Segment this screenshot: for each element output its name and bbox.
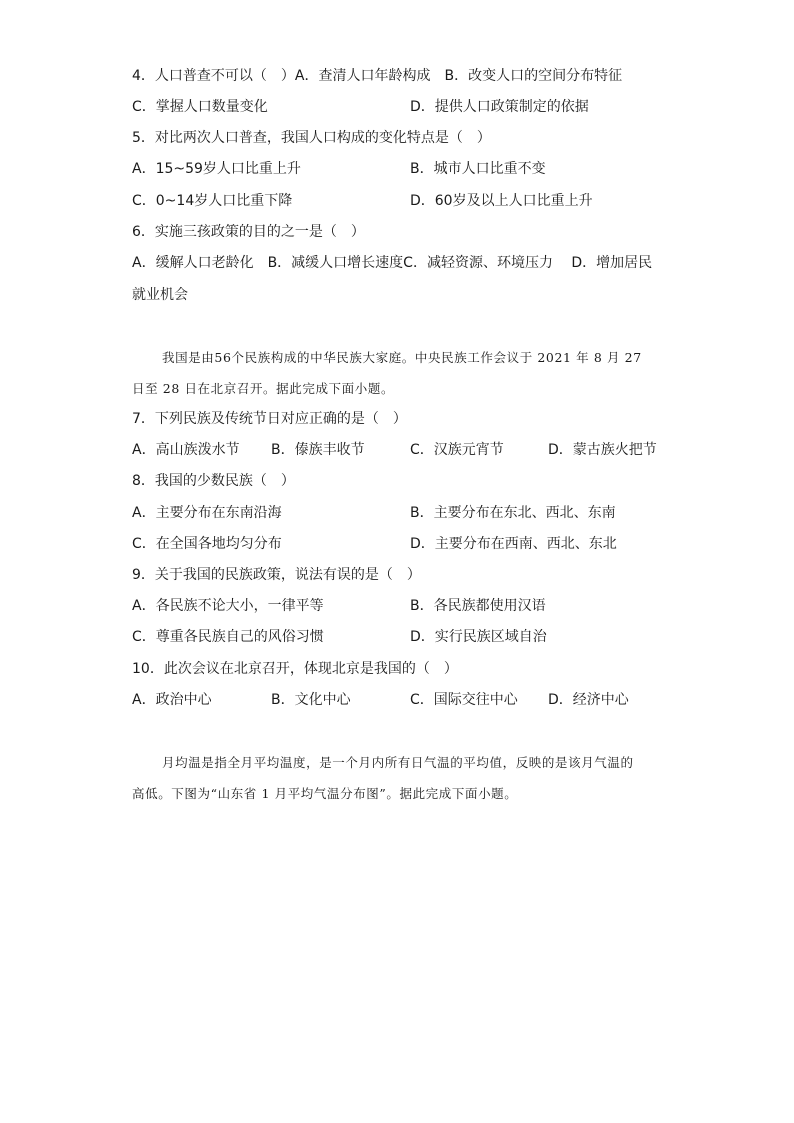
passage-1-line-1: 我国是由56个民族构成的中华民族大家庭。中央民族工作会议于 2021 年 8 月 27 (162, 350, 642, 365)
question-8-option-c: C．在全国各地均匀分布 (132, 536, 282, 552)
question-5-option-a: A．15~59岁人口比重上升 (132, 161, 301, 177)
question-7-stem: 7．下列民族及传统节日对应正确的是（ ） (132, 411, 407, 427)
question-9-option-b: B．各民族都使用汉语 (410, 598, 546, 614)
question-9-option-d: D．实行民族区域自治 (410, 629, 547, 645)
question-9-option-c: C．尊重各民族自己的风俗习惯 (132, 629, 324, 645)
passage-2-line-1: 月均温是指全月平均温度，是一个月内所有日气温的平均值，反映的是该月气温的 (162, 755, 634, 770)
question-5-option-c: C．0~14岁人口比重下降 (132, 193, 293, 209)
question-10-option-d: D．经济中心 (548, 692, 629, 708)
question-6-stem: 6．实施三孩政策的目的之一是（ ） (132, 224, 365, 240)
question-10-option-a: A．政治中心 (132, 692, 212, 708)
question-5-stem: 5．对比两次人口普查，我国人口构成的变化特点是（ ） (132, 130, 491, 146)
question-4-option-d: D．提供人口政策制定的依据 (410, 99, 589, 115)
question-6-options-line: A．缓解人口老龄化 B．减缓人口增长速度C．减轻资源、环境压力 D．增加居民 (132, 255, 653, 271)
question-9-stem: 9．关于我国的民族政策，说法有误的是（ ） (132, 567, 421, 583)
passage-2-line-2: 高低。下图为“山东省 1 月平均气温分布图”。据此完成下面小题。 (132, 786, 518, 801)
question-8-stem: 8．我国的少数民族（ ） (132, 473, 295, 489)
question-6-options-continuation: 就业机会 (132, 287, 188, 303)
question-7-option-c: C．汉族元宵节 (410, 442, 504, 458)
passage-1-line-2: 日至 28 日在北京召开。据此完成下面小题。 (132, 381, 395, 396)
question-8-option-b: B．主要分布在东北、西北、东南 (410, 505, 616, 521)
question-4-option-c: C．掌握人口数量变化 (132, 99, 268, 115)
question-10-stem: 10．此次会议在北京召开，体现北京是我国的（ ） (132, 661, 458, 677)
question-7-option-a: A．高山族泼水节 (132, 442, 240, 458)
question-5-option-b: B．城市人口比重不变 (410, 161, 546, 177)
question-8-option-d: D．主要分布在西南、西北、东北 (410, 536, 617, 552)
question-10-option-b: B．文化中心 (271, 692, 351, 708)
question-7-option-d: D．蒙古族火把节 (548, 442, 657, 458)
question-4-stem: 4．人口普查不可以（ ）A．查清人口年龄构成 B．改变人口的空间分布特征 (132, 68, 623, 84)
question-7-option-b: B．傣族丰收节 (271, 442, 365, 458)
question-9-option-a: A．各民族不论大小，一律平等 (132, 598, 324, 614)
question-5-option-d: D．60岁及以上人口比重上升 (410, 193, 593, 209)
question-8-option-a: A．主要分布在东南沿海 (132, 505, 282, 521)
question-10-option-c: C．国际交往中心 (410, 692, 518, 708)
